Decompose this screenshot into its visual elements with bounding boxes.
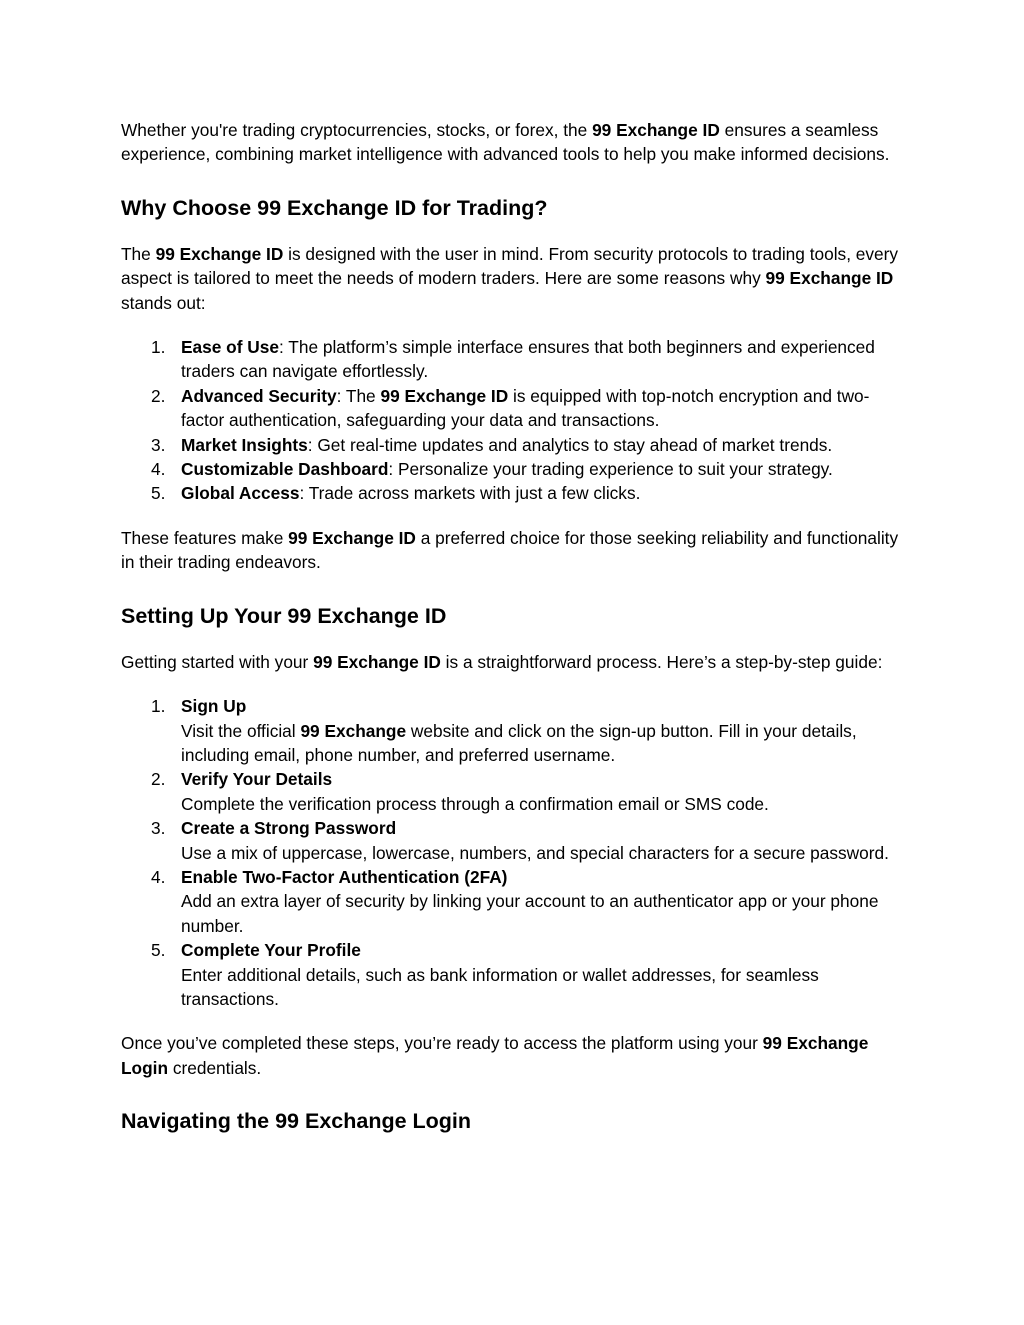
- step-title: Complete Your Profile: [181, 940, 361, 961]
- item-text: : The platform’s simple interface ensures that both beginners and experienced traders can navigate effortlessly.: [181, 337, 875, 382]
- reasons-list: [121, 335, 911, 506]
- document-page: [121, 118, 911, 1136]
- list-number: 3.: [151, 434, 166, 455]
- heading-setting-up: Setting Up Your 99 Exchange ID: [121, 603, 447, 628]
- bold-text: 99 Exchange Login: [121, 1033, 869, 1078]
- list-item: [121, 457, 911, 481]
- step-title: Sign Up: [181, 696, 247, 717]
- setup-steps-list: [121, 694, 911, 1011]
- text-run: Once you’ve completed these steps, you’re ready to access the platform using your: [121, 1033, 763, 1054]
- list-number: 5.: [151, 940, 166, 961]
- item-text: : Trade across markets with just a few clicks.: [299, 483, 641, 504]
- text-run: The: [121, 243, 156, 264]
- setup-paragraph: [121, 650, 911, 674]
- text-run: a preferred choice for those seeking reliability and functionality in their trading endeavors.: [121, 527, 899, 573]
- step-title: Enable Two-Factor Authentication (2FA): [181, 866, 508, 887]
- bold-text: 99 Exchange ID: [288, 527, 416, 548]
- text-run: stands out:: [121, 292, 206, 313]
- step-text: Add an extra layer of security by linking your account to an authenticator app or your phone number.: [181, 891, 879, 936]
- item-title: Ease of Use: [181, 337, 279, 358]
- list-number: 1.: [151, 696, 166, 717]
- intro-paragraph: [121, 118, 911, 167]
- heading-why-choose: Why Choose 99 Exchange ID for Trading?: [121, 195, 548, 220]
- list-item: [121, 767, 911, 816]
- features-paragraph: [121, 526, 911, 575]
- why-paragraph: [121, 242, 911, 315]
- step-text: Use a mix of uppercase, lowercase, numbers, and special characters for a secure password.: [181, 842, 889, 863]
- item-text: is equipped with top-notch encryption and two-factor authentication, safeguarding your data and transactions.: [181, 385, 870, 431]
- text-run: These features make: [121, 527, 289, 548]
- text-run: Whether you're trading cryptocurrencies, stocks, or forex, the: [121, 120, 593, 140]
- completion-paragraph: [121, 1031, 911, 1080]
- list-item: [121, 481, 911, 505]
- step-text: Visit the official: [181, 720, 301, 741]
- item-text: : Personalize your trading experience to suit your strategy.: [388, 459, 833, 480]
- list-number: 5.: [151, 483, 166, 504]
- list-item: [121, 433, 911, 457]
- item-title: Advanced Security: [181, 385, 337, 406]
- bold-text: 99 Exchange ID: [380, 385, 509, 406]
- list-number: 1.: [151, 337, 166, 358]
- step-text: Enter additional details, such as bank information or wallet addresses, for seamless transactions.: [181, 964, 819, 1009]
- list-item: [121, 816, 911, 865]
- list-number: 2.: [151, 385, 166, 406]
- step-text: website and click on the sign-up button. Fill in your details, including email, phone number, and preferred username.: [181, 720, 857, 765]
- list-item: [121, 865, 911, 938]
- list-item: [121, 335, 911, 384]
- text-run: credentials.: [168, 1057, 262, 1078]
- heading-navigating-login: Navigating the 99 Exchange Login: [121, 1109, 472, 1134]
- text-run: Getting started with your: [121, 651, 314, 672]
- bold-text: 99 Exchange: [300, 720, 407, 741]
- list-number: 4.: [151, 459, 166, 480]
- list-item: [121, 938, 911, 1011]
- step-title: Verify Your Details: [181, 769, 333, 790]
- step-title: Create a Strong Password: [181, 818, 397, 839]
- list-item: [121, 384, 911, 433]
- text-run: is a straightforward process. Here’s a step-by-step guide:: [440, 651, 883, 672]
- step-text: Complete the verification process through a confirmation email or SMS code.: [181, 793, 769, 814]
- list-item: [121, 694, 911, 767]
- text-run: is designed with the user in mind. From security protocols to trading tools, every aspect is tailored to meet the needs of modern traders. Here are some reasons why: [121, 243, 899, 289]
- list-number: 3.: [151, 818, 166, 839]
- item-text: : Get real-time updates and analytics to stay ahead of market trends.: [307, 434, 833, 455]
- item-title: Global Access: [181, 483, 300, 504]
- bold-text: 99 Exchange ID: [592, 120, 720, 140]
- item-title: Customizable Dashboard: [181, 459, 389, 480]
- list-number: 2.: [151, 769, 166, 790]
- text-run: ensures a seamless experience, combining market intelligence with advanced tools to help you make informed decisions.: [121, 120, 890, 165]
- bold-text: 99 Exchange ID: [155, 243, 284, 264]
- list-number: 4.: [151, 866, 166, 887]
- item-text: : The: [336, 385, 381, 406]
- bold-text: 99 Exchange ID: [313, 651, 441, 672]
- item-title: Market Insights: [181, 434, 308, 455]
- bold-text: 99 Exchange ID: [765, 268, 894, 289]
